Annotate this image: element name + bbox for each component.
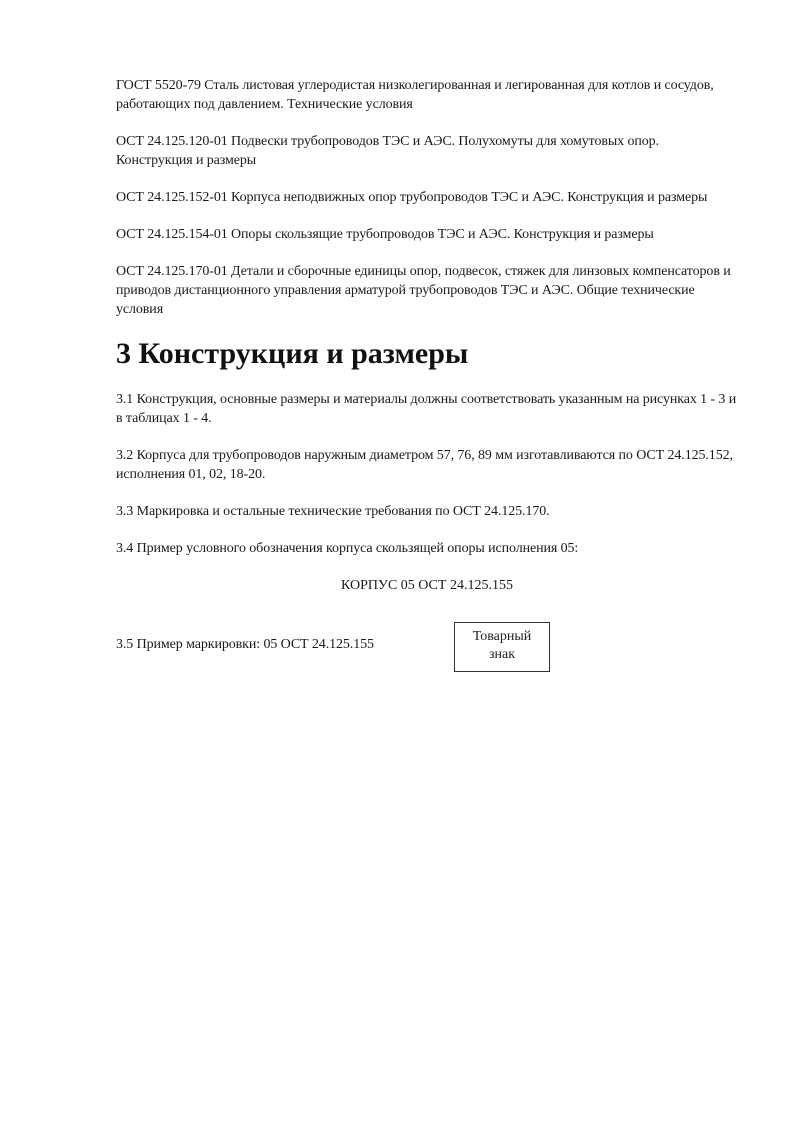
designation-example: КОРПУС 05 ОСТ 24.125.155 [341, 578, 513, 593]
marking-example-row [116, 622, 738, 668]
reference-ost-152: ОСТ 24.125.152-01 Корпуса неподвижных опор трубопроводов ТЭС и АЭС. Конструкция и размеры [116, 190, 708, 205]
paragraph-3-1: 3.1 Конструкция, основные размеры и материалы должны соответствовать указанным на рисунках 1 - 3 и в таблицах 1 - 4. [116, 392, 737, 426]
section-title: 3 Конструкция и размеры [116, 337, 469, 370]
document-page [116, 76, 738, 668]
trademark-box [454, 622, 550, 672]
paragraph-3-3: 3.3 Маркировка и остальные технические требования по ОСТ 24.125.170. [116, 504, 550, 519]
reference-ost-154: ОСТ 24.125.154-01 Опоры скользящие трубопроводов ТЭС и АЭС. Конструкция и размеры [116, 227, 654, 242]
paragraph-3-4: 3.4 Пример условного обозначения корпуса скользящей опоры исполнения 05: [116, 541, 579, 556]
reference-ost-120: ОСТ 24.125.120-01 Подвески трубопроводов ТЭС и АЭС. Полухомуты для хомутовых опор. Конструкция и размеры [116, 134, 659, 168]
trademark-line-2: знак [488, 647, 516, 662]
trademark-line-1: Товарный [472, 629, 532, 644]
paragraph-3-5: 3.5 Пример маркировки: 05 ОСТ 24.125.155 [116, 637, 374, 652]
paragraph-3-2: 3.2 Корпуса для трубопроводов наружным диаметром 57, 76, 89 мм изготавливаются по ОСТ 24.125.152, исполнения 01, 02, 18-20. [116, 448, 733, 482]
reference-gost-5520: ГОСТ 5520-79 Сталь листовая углеродистая низколегированная и легированная для котлов и сосудов, работающих под давлением. Технические условия [116, 78, 714, 112]
reference-ost-170: ОСТ 24.125.170-01 Детали и сборочные единицы опор, подвесок, стяжек для линзовых компенсаторов и приводов дистанционного управления арматурой трубопроводов ТЭС и АЭС. Общие технические условия [116, 264, 731, 317]
